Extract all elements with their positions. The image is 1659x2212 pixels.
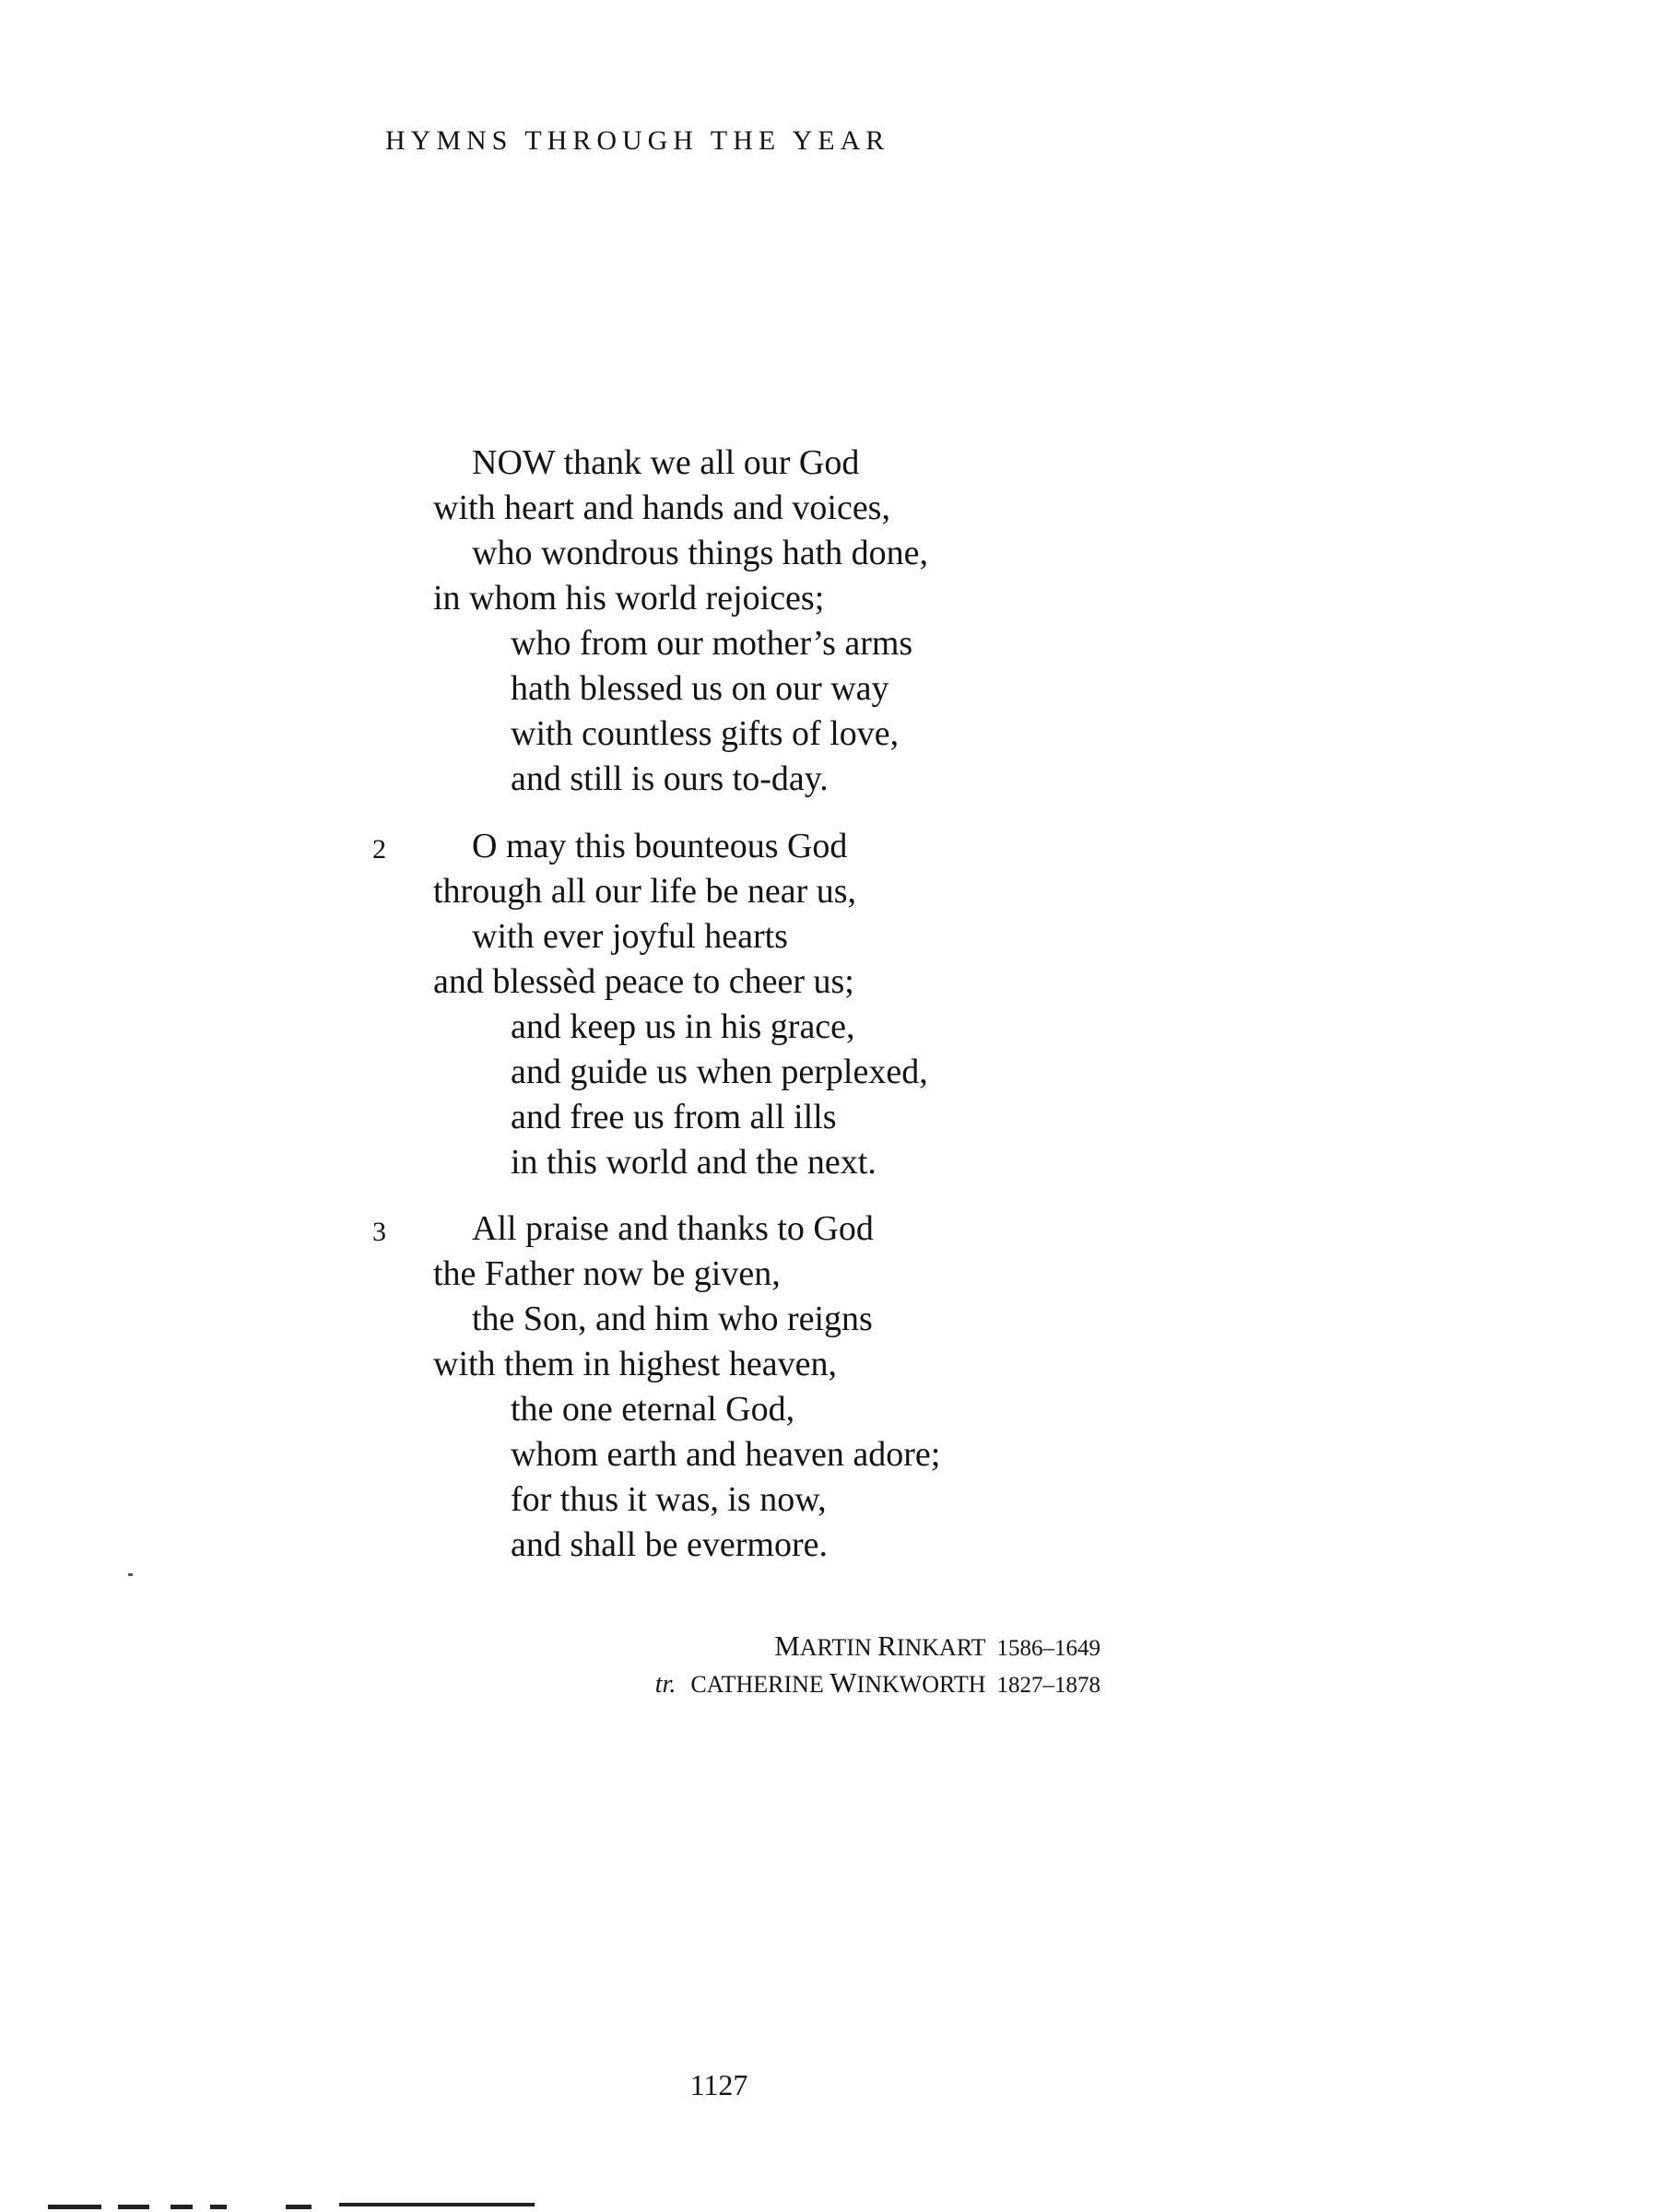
scan-artifact <box>48 2205 101 2209</box>
hymn-line: NOW thank we all our God <box>472 443 860 482</box>
hymn-line: the Father now be given, <box>433 1254 781 1293</box>
hymn-line: hath blessed us on our way <box>511 669 889 708</box>
hymn-line: with countless gifts of love, <box>511 714 900 753</box>
translator-last-rest: INKWORTH <box>856 1671 986 1698</box>
translator-credit <box>655 1666 1100 1700</box>
hymn-line: through all our life be near us, <box>433 872 857 911</box>
hymn-line: who from our mother’s arms <box>511 624 913 663</box>
page-number: 1127 <box>689 2068 748 2101</box>
hymn-line: with them in highest heaven, <box>433 1345 837 1383</box>
translator-prefix: tr. <box>654 1670 677 1699</box>
stanza-number: 2 <box>372 834 386 865</box>
hymn-line: All praise and thanks to God <box>472 1209 874 1248</box>
hymn-line: and still is ours to-day. <box>511 759 829 798</box>
hymn-line: and blessèd peace to cheer us; <box>433 962 854 1001</box>
hymn-line: the Son, and him who reigns <box>472 1300 873 1338</box>
scan-artifact <box>118 2205 149 2209</box>
translator-dates: 1827–1878 <box>996 1673 1100 1698</box>
hymn-line: whom earth and heaven adore; <box>511 1435 941 1474</box>
author-last-rest: INKART <box>896 1634 986 1661</box>
scan-artifact <box>339 2203 535 2206</box>
hymn-line: and guide us when perplexed, <box>511 1053 928 1091</box>
hymn-line: the one eternal God, <box>511 1390 795 1429</box>
author-dates: 1586–1649 <box>996 1636 1100 1661</box>
hymn-line: for thus it was, is now, <box>511 1480 827 1519</box>
author-first-initial: M <box>774 1630 800 1662</box>
scan-artifact <box>210 2205 227 2209</box>
hymn-line: and keep us in his grace, <box>511 1007 855 1046</box>
stanza-number: 3 <box>372 1217 386 1247</box>
hymn-line: in whom his world rejoices; <box>433 579 825 618</box>
hymn-line: and shall be evermore. <box>511 1525 828 1564</box>
running-head: HYMNS THROUGH THE YEAR <box>385 125 890 156</box>
scan-artifact <box>286 2205 312 2209</box>
scan-artifact <box>171 2205 193 2209</box>
author-credit <box>774 1630 1100 1663</box>
scan-speck <box>128 1573 133 1576</box>
author-first-rest: ARTIN <box>799 1634 872 1661</box>
hymn-line: with heart and hands and voices, <box>433 488 890 527</box>
hymn-line: who wondrous things hath done, <box>472 534 929 572</box>
translator-first-name: CATHERINE <box>690 1671 824 1698</box>
hymn-line: O may this bounteous God <box>472 827 848 865</box>
hymn-line: in this world and the next. <box>511 1143 877 1182</box>
author-last-initial: R <box>877 1630 897 1662</box>
hymn-line: with ever joyful hearts <box>472 917 788 956</box>
translator-last-initial: W <box>830 1666 857 1699</box>
hymn-line: and free us from all ills <box>511 1098 837 1136</box>
